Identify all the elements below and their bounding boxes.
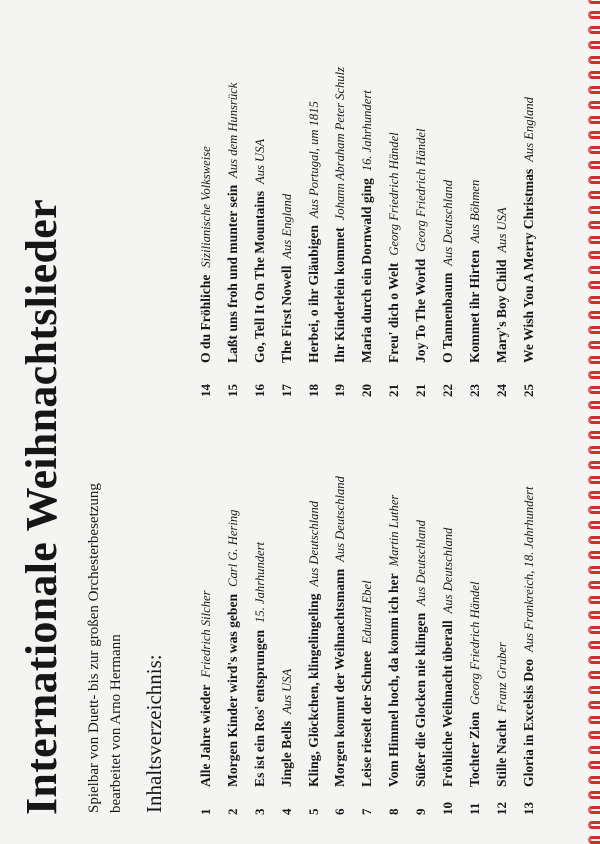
toc-entry	[327, 0, 354, 397]
toc-entry-title: Leise rieselt der Schnee	[359, 650, 375, 787]
toc-entry-origin: Aus Frankreich, 18. Jahrhundert	[521, 486, 536, 652]
toc-entry-number: 4	[278, 808, 294, 815]
toc-entry-origin: Aus Deutschland	[306, 500, 321, 587]
toc-entry-title: Kommet ihr Hirten	[466, 249, 482, 363]
toc-entry	[489, 405, 516, 815]
toc-entry-origin: Aus Portugal, um 1815	[306, 101, 321, 219]
toc-entry-origin: Aus England	[521, 97, 536, 162]
toc-entry-number: 8	[386, 808, 402, 815]
toc-entry	[516, 0, 543, 397]
toc-entry-number: 17	[278, 384, 294, 397]
toc-heading: Inhaltsverzeichnis:	[142, 654, 166, 813]
subtitle-line-1: Spielbar von Duett- bis zur großen Orchesterbesetzung	[86, 483, 102, 813]
toc-entry	[381, 405, 408, 815]
toc-entry	[489, 0, 516, 397]
toc-entry-number: 23	[466, 384, 482, 397]
toc-entry-title: Maria durch ein Dornwald ging	[359, 178, 375, 363]
toc-entry-number: 5	[305, 808, 321, 815]
toc-entry-title: Alle Jahre wieder	[198, 684, 213, 787]
toc-entry-number: 15	[224, 384, 240, 397]
toc-entry-title: Mary's Boy Child	[493, 259, 509, 363]
toc-entry	[220, 0, 247, 397]
toc-entry	[354, 405, 381, 815]
toc-entry-title: Ihr Kinderlein kommet	[332, 227, 348, 363]
toc-entry-title: We Wish You A Merry Christmas	[520, 168, 536, 363]
toc-entry-title: Kling, Glöckchen, klingelingeling	[305, 593, 321, 787]
toc-entry-origin: Aus England	[279, 193, 294, 259]
toc-entry-title: O Tannenbaum	[440, 272, 456, 363]
toc-entry	[462, 405, 489, 815]
toc-entry	[193, 405, 220, 815]
toc-entry	[462, 0, 489, 397]
toc-entry-origin: Aus Deutschland	[441, 527, 456, 614]
toc-column-left	[193, 405, 543, 815]
page-title: Internationale Weihnachtslieder	[17, 199, 66, 815]
toc-entry-title: Go, Tell It On The Mountains	[251, 191, 267, 363]
toc-entry-origin: Georg Friedrich Händel	[387, 132, 402, 256]
toc-entry	[193, 0, 220, 397]
toc-entry	[408, 405, 435, 815]
toc-entry-number: 25	[520, 384, 536, 397]
toc-entry-title: Morgen Kinder wird's was geben	[224, 593, 240, 787]
binding-ring	[588, 836, 600, 844]
toc-entry-origin: Martin Luther	[387, 494, 402, 567]
toc-entry-number: 24	[493, 384, 509, 397]
toc-entry-title: Tochter Zion	[466, 711, 482, 787]
subtitle-line-2: bearbeitet von Arno Hermann	[108, 634, 124, 813]
toc-entry-origin: Georg Friedrich Händel	[467, 581, 482, 705]
toc-entry	[435, 405, 462, 815]
toc-entry-number: 14	[198, 384, 213, 397]
toc-entry-origin: Sizilianische Volksweise	[199, 146, 213, 268]
toc-entry-number: 3	[251, 808, 267, 815]
toc-entry-title: Morgen kommt der Weihnachtsmann	[332, 568, 348, 787]
toc-entry-number: 20	[359, 384, 375, 397]
toc-entry	[301, 405, 328, 815]
toc-entry-number: 2	[224, 808, 240, 815]
toc-entry	[301, 0, 328, 397]
toc-entry-number: 10	[440, 802, 456, 815]
toc-entry-number: 18	[305, 384, 321, 397]
toc-entry-number: 11	[466, 802, 482, 815]
toc-entry-origin: Eduard Ebel	[360, 580, 375, 644]
toc-entry-title: Herbei, o ihr Gläubigen	[305, 225, 321, 363]
toc-entry-origin: Johann Abraham Peter Schulz	[333, 66, 348, 221]
toc-entry-title: Fröhliche Weihnacht überall	[440, 620, 456, 787]
toc-entry	[247, 0, 274, 397]
toc-entry	[247, 405, 274, 815]
toc-entry-origin: Georg Friedrich Händel	[414, 128, 429, 252]
toc-entry-origin: Franz Gruber	[494, 642, 509, 713]
toc-entry-origin: Aus Böhmen	[467, 179, 482, 243]
toc-entry-origin: Aus Deutschland	[333, 476, 348, 562]
toc-entry-number: 13	[520, 802, 536, 815]
toc-entry	[354, 0, 381, 397]
toc-entry-title: The First Nowell	[278, 265, 294, 363]
toc-entry-origin: Aus Deutschland	[441, 180, 456, 266]
toc-column-right	[193, 0, 543, 397]
toc-entry	[220, 405, 247, 815]
toc-entry	[516, 405, 543, 815]
toc-entry-origin: Aus dem Hunsrück	[225, 82, 240, 178]
toc-entry	[274, 405, 301, 815]
toc-entry-title: Laßt uns froh und munter sein	[224, 184, 240, 363]
toc-entry-number: 12	[493, 802, 509, 815]
toc-entry-title: Stille Nacht	[493, 719, 509, 787]
toc-entry-origin: Aus Deutschland	[414, 520, 429, 606]
toc-entry-origin: Carl G. Hering	[225, 509, 240, 587]
toc-entry-number: 1	[198, 808, 213, 815]
toc-entry-origin: Friedrich Silcher	[199, 590, 213, 678]
toc-entry-number: 9	[413, 808, 429, 815]
toc-entry	[435, 0, 462, 397]
toc-entry-origin: Aus USA	[494, 207, 509, 253]
toc-entry-title: Es ist ein Ros' entsprungen	[251, 629, 267, 787]
toc-entry-number: 21	[413, 384, 429, 397]
toc-entry-origin: 16. Jahrhundert	[360, 90, 375, 172]
toc-entry-number: 22	[440, 384, 456, 397]
toc-entry-origin: Aus USA	[279, 668, 294, 714]
toc-entry	[274, 0, 301, 397]
toc-entry-number: 16	[251, 384, 267, 397]
toc-entry-number: 21	[386, 384, 402, 397]
toc-entry-title: Joy To The World	[413, 258, 429, 363]
toc-entry	[381, 0, 408, 397]
toc-entry-number: 7	[359, 808, 375, 815]
toc-entry-title: O du Fröhliche	[198, 274, 213, 363]
toc-entry	[408, 0, 435, 397]
toc-entry-title: Vom Himmel hoch, da komm ich her	[386, 573, 402, 787]
toc-entry-title: Gloria in Excelsis Deo	[520, 659, 536, 787]
toc-entry-title: Jingle Bells	[278, 720, 294, 787]
toc-entry-title: Süßer die Glocken nie klingen	[413, 612, 429, 787]
toc-entry-origin: Aus USA	[252, 138, 267, 184]
toc-entry	[327, 405, 354, 815]
toc-entry-number: 19	[332, 384, 348, 397]
toc-entry-number: 6	[332, 808, 348, 815]
toc-entry-title: Freu' dich o Welt	[386, 262, 402, 363]
toc-entry-origin: 15. Jahrhundert	[252, 541, 267, 623]
